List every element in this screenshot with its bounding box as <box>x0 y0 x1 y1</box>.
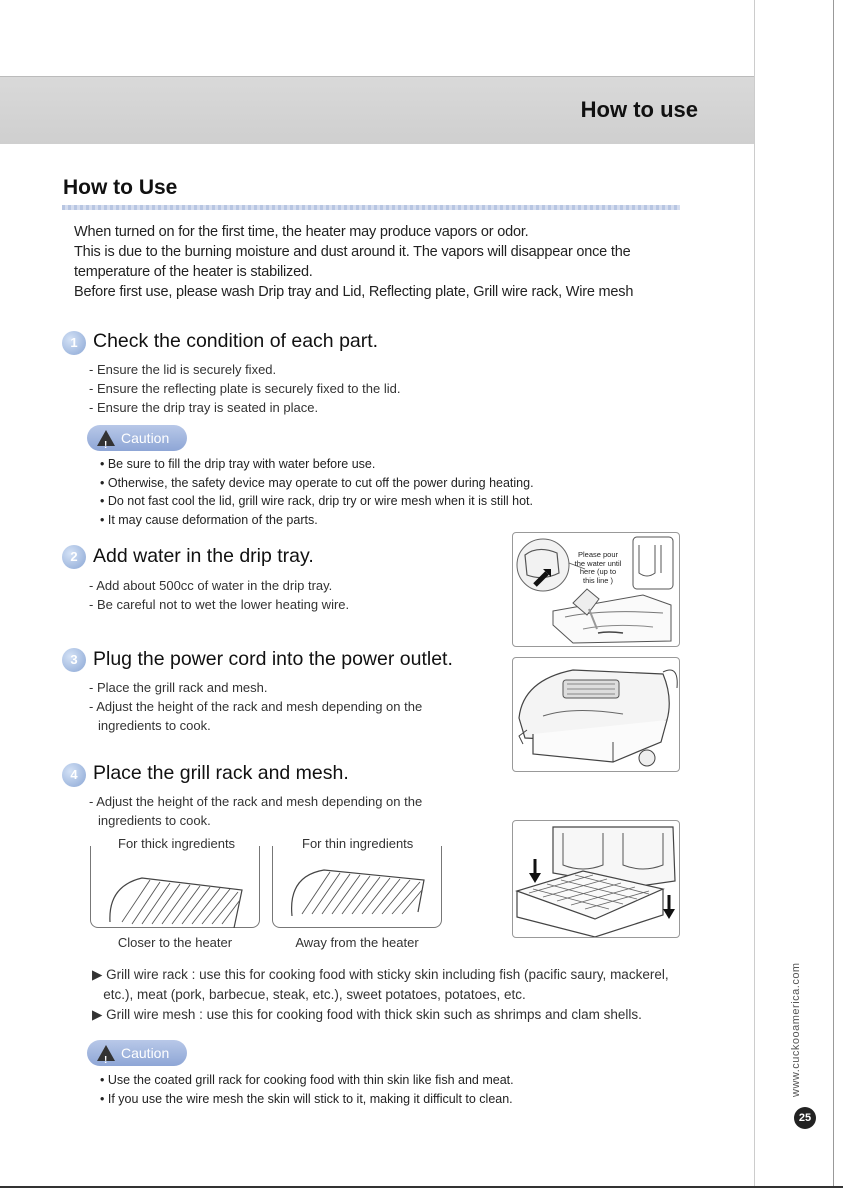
step-1-number: 1 <box>62 331 86 355</box>
bullet: - Add about 500cc of water in the drip tray. <box>89 578 333 593</box>
bullet: - Ensure the lid is securely fixed. <box>89 362 277 377</box>
step-3-title: Plug the power cord into the power outlet. <box>93 648 453 670</box>
legend-line: ▶ Grill wire mesh : use this for cooking food with thick skin such as shrimps and clam shells. <box>92 1007 642 1022</box>
header-title: How to use <box>580 97 698 122</box>
step-2-number: 2 <box>62 545 86 569</box>
bullet: ingredients to cook. <box>98 718 211 733</box>
figure-grill-device <box>512 657 680 772</box>
caution-item: • Use the coated grill rack for cooking food with thin skin like fish and meat. <box>100 1073 514 1087</box>
step-2-bullets <box>89 576 349 614</box>
step-3-number: 3 <box>62 648 86 672</box>
bullet: - Be careful not to wet the lower heating wire. <box>89 597 350 612</box>
rack-thin-illustration <box>284 862 434 924</box>
legend-line: ▶ Grill wire rack : use this for cooking food with sticky skin including fish (pacific saury, mackerel, <box>92 967 669 982</box>
bullet: - Adjust the height of the rack and mesh depending on the <box>89 794 423 809</box>
title-rule <box>62 205 680 210</box>
caution-item: • It may cause deformation of the parts. <box>100 512 318 527</box>
rack-thin-caption: Away from the heater <box>295 935 419 950</box>
rack-thin-label: For thin ingredients <box>296 836 419 851</box>
intro-line: temperature of the heater is stabilized. <box>74 264 313 280</box>
rack-placement-illustration <box>513 821 680 938</box>
warning-icon: ! <box>97 430 115 446</box>
bullet: - Adjust the height of the rack and mesh depending on the <box>89 699 423 714</box>
rack-usage-legend <box>92 965 669 1025</box>
step-4-title: Place the grill rack and mesh. <box>93 762 349 784</box>
step-4-number: 4 <box>62 763 86 787</box>
section-title: How to Use <box>63 176 178 199</box>
step-1-title: Check the condition of each part. <box>93 330 379 352</box>
page-edge-line <box>833 0 834 1186</box>
page-number: 25 <box>794 1107 816 1129</box>
figure-rack-placement <box>512 820 680 938</box>
caution-badge-2 <box>87 1040 187 1066</box>
bottom-rule <box>0 1186 843 1188</box>
rack-thick-illustration <box>102 866 252 928</box>
warning-icon: ! <box>97 1045 115 1061</box>
callout-line: here (up to <box>579 567 617 576</box>
step-2-title: Add water in the drip tray. <box>93 545 314 567</box>
rack-thick-caption: Closer to the heater <box>117 935 233 950</box>
intro-line: This is due to the burning moisture and dust around it. The vapors will disappear once the <box>74 244 631 260</box>
intro-line: Before first use, please wash Drip tray and Lid, Reflecting plate, Grill wire rack, Wire mesh <box>74 284 634 300</box>
caution-list-1 <box>100 455 534 529</box>
bullet: - Place the grill rack and mesh. <box>89 680 268 695</box>
bullet: - Ensure the drip tray is seated in place. <box>89 400 319 415</box>
header-band <box>0 76 754 144</box>
step-3-bullets <box>89 678 422 735</box>
pour-water-callout <box>571 551 625 585</box>
step-4-bullets <box>89 792 422 830</box>
bullet: - Ensure the reflecting plate is securely fixed to the lid. <box>89 381 401 396</box>
step-1-bullets <box>89 360 400 417</box>
caution-item: • If you use the wire mesh the skin will stick to it, making it difficult to clean. <box>100 1091 513 1106</box>
callout-line: this line ) <box>582 575 613 585</box>
callout-line: the water until <box>574 558 622 568</box>
bullet: ingredients to cook. <box>98 813 211 828</box>
caution-item: • Be sure to fill the drip tray with water before use. <box>100 457 376 471</box>
callout-line: Please pour <box>577 550 619 559</box>
figure-pour-water <box>512 532 680 647</box>
caution-label: Caution <box>121 1045 170 1061</box>
caution-item: • Otherwise, the safety device may operate to cut off the power during heating. <box>100 475 534 490</box>
rack-thick-label: For thick ingredients <box>112 836 241 851</box>
legend-line: etc.), meat (pork, barbecue, steak, etc.), sweet potatoes, potatoes, etc. <box>92 987 526 1002</box>
right-margin-line <box>754 0 755 1186</box>
grill-device-illustration <box>513 658 680 772</box>
side-website-url: www.cuckooamerica.com <box>790 962 802 1098</box>
caution-label: Caution <box>121 430 170 446</box>
caution-badge-1 <box>87 425 187 451</box>
caution-list-2 <box>100 1071 514 1108</box>
intro-text <box>74 222 684 302</box>
caution-item: • Do not fast cool the lid, grill wire rack, drip try or wire mesh when it is still hot. <box>100 494 533 508</box>
intro-line: When turned on for the first time, the heater may produce vapors or odor. <box>74 224 529 240</box>
